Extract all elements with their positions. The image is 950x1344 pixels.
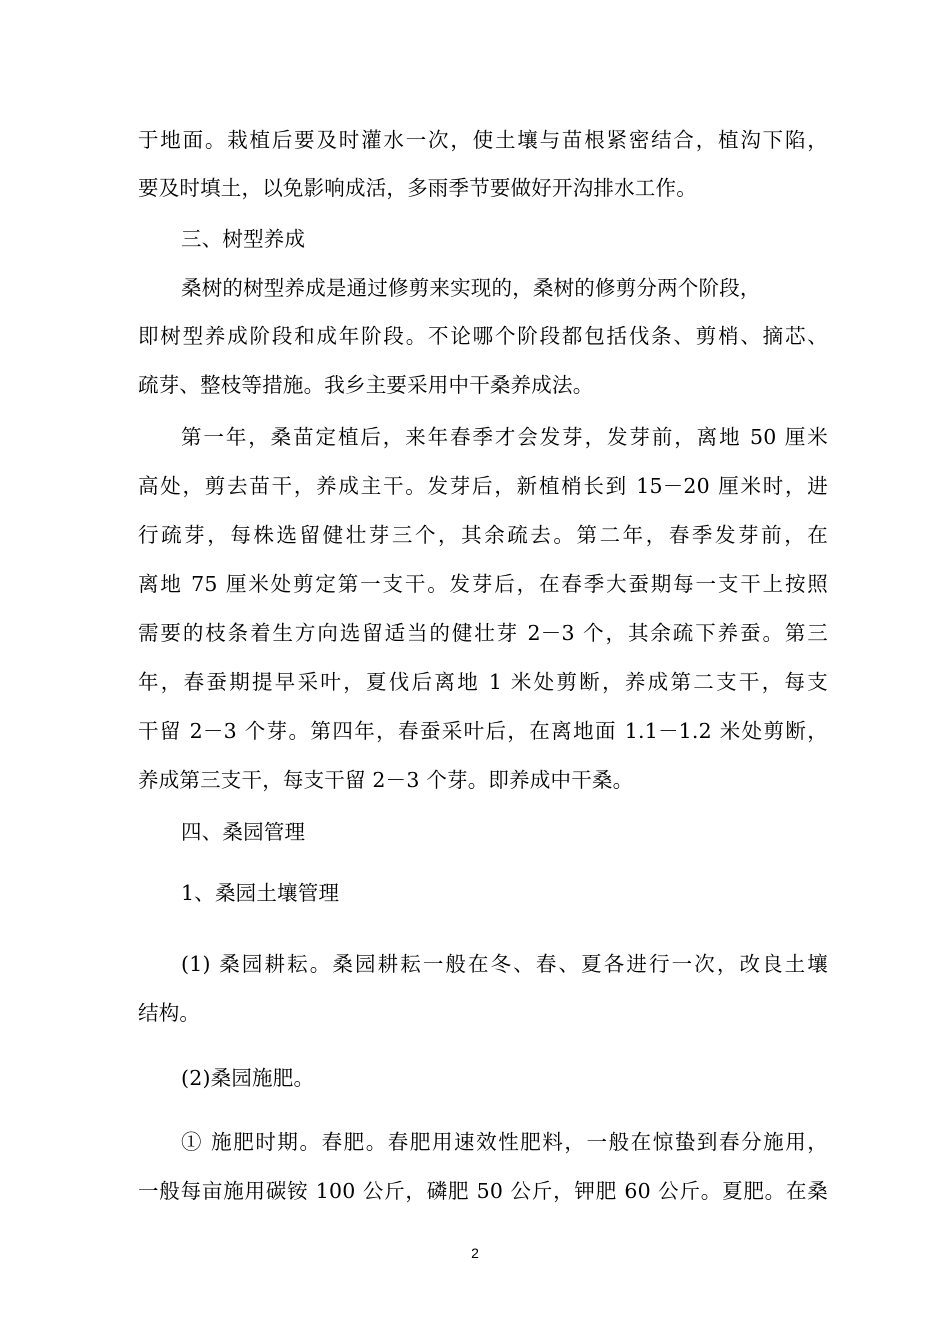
text-line: 疏芽、整枝等措施。我乡主要采用中干桑养成法。 [138,373,594,397]
text-line: 行疏芽，每株选留健壮芽三个，其余疏去。第二年，春季发芽前，在 [138,523,828,547]
text-line: (2)桑园施肥。 [181,1066,315,1090]
text-line: 第一年，桑苗定植后，来年春季才会发芽，发芽前，离地 50 厘米 [181,425,828,449]
section-heading: 三、树型养成 [181,227,306,251]
section-heading: 四、桑园管理 [181,820,306,844]
text-line: ① 施肥时期。春肥。春肥用速效性肥料，一般在惊蛰到春分施用， [181,1130,828,1154]
text-line: 桑树的树型养成是通过修剪来实现的，桑树的修剪分两个阶段， [181,276,761,300]
page-number: 2 [471,1245,479,1261]
text-line: 干留 2－3 个芽。第四年，春蚕采叶后，在离地面 1.1－1.2 米处剪断， [138,719,828,743]
text-line: 要及时填土，以免影响成活，多雨季节要做好开沟排水工作。 [138,176,697,200]
text-line: 养成第三支干，每支干留 2－3 个芽。即养成中干桑。 [138,768,634,792]
text-line: 结构。 [138,1001,201,1025]
text-line: 需要的枝条着生方向选留适当的健壮芽 2－3 个，其余疏下养蚕。第三 [138,621,828,645]
subsection-heading: 1、桑园土壤管理 [181,881,340,905]
text-line: (1) 桑园耕耘。桑园耕耘一般在冬、春、夏各进行一次，改良土壤 [181,952,828,976]
text-line: 一般每亩施用碳铵 100 公斤，磷肥 50 公斤，钾肥 60 公斤。夏肥。在桑 [138,1179,828,1203]
text-line: 于地面。栽植后要及时灌水一次，使土壤与苗根紧密结合，植沟下陷， [138,128,828,152]
text-line: 即树型养成阶段和成年阶段。不论哪个阶段都包括伐条、剪梢、摘芯、 [138,324,828,348]
text-line: 高处，剪去苗干，养成主干。发芽后，新植梢长到 15－20 厘米时，进 [138,474,828,498]
text-line: 离地 75 厘米处剪定第一支干。发芽后，在春季大蚕期每一支干上按照 [138,572,828,596]
text-line: 年，春蚕期提早采叶，夏伐后离地 1 米处剪断，养成第二支干，每支 [138,670,828,694]
